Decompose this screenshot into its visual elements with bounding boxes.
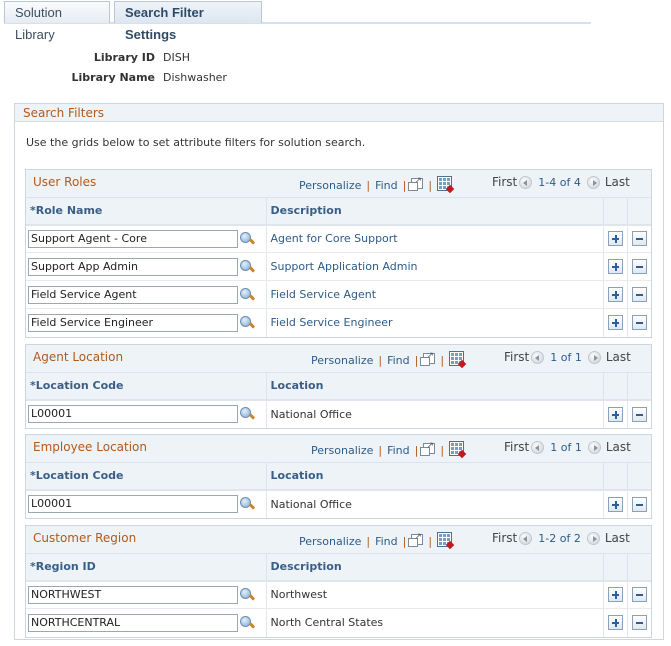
library-id-value: DISH: [163, 51, 190, 64]
tab-solution-library[interactable]: Solution Library: [4, 1, 110, 23]
role-name-input[interactable]: Field Service Agent: [28, 286, 238, 304]
grid-header: [26, 526, 651, 553]
location-code-input[interactable]: L00001: [28, 405, 238, 423]
lookup-icon[interactable]: [239, 615, 255, 631]
personalize-link[interactable]: Personalize: [299, 534, 362, 548]
personalize-link[interactable]: Personalize: [311, 443, 374, 457]
table-row: [26, 490, 651, 518]
column-header-add: [603, 373, 627, 400]
previous-arrow-icon[interactable]: [519, 176, 532, 189]
region-id-input[interactable]: NORTHCENTRAL: [28, 614, 238, 632]
add-row-icon[interactable]: [608, 287, 623, 302]
delete-row-icon[interactable]: [632, 587, 647, 602]
tab-bar: [4, 1, 591, 42]
delete-row-icon[interactable]: [632, 407, 647, 422]
column-header-add: [603, 554, 627, 581]
grid-header: [26, 435, 651, 462]
next-arrow-icon[interactable]: [587, 176, 600, 189]
column-header-region-id: *Region ID: [26, 554, 266, 581]
download-to-excel-icon[interactable]: [449, 441, 464, 456]
grid-employee-location: [25, 434, 652, 519]
delete-row-icon[interactable]: [632, 615, 647, 630]
table-row: [26, 609, 651, 637]
first-label: First: [492, 531, 518, 545]
grid-title: Customer Region: [33, 531, 137, 545]
view-all-icon[interactable]: [423, 353, 435, 364]
location-description: National Office: [266, 490, 603, 518]
table-row: [26, 581, 651, 609]
column-header-delete: [627, 198, 651, 225]
lookup-icon[interactable]: [239, 587, 255, 603]
add-row-icon[interactable]: [608, 497, 623, 512]
lookup-icon[interactable]: [239, 496, 255, 512]
lookup-icon[interactable]: [239, 406, 255, 422]
grid-header: [26, 345, 651, 372]
separator: |: [428, 534, 433, 548]
column-header-delete: [627, 554, 651, 581]
column-header-location: Location: [266, 373, 603, 400]
grid-table: [26, 197, 651, 337]
grid-pager: [492, 531, 630, 545]
grid-title: Agent Location: [33, 350, 124, 364]
search-filters-group: [14, 103, 664, 640]
find-link[interactable]: Find: [375, 178, 398, 192]
row-count: 1 of 1: [550, 350, 582, 364]
find-link[interactable]: Find: [387, 443, 410, 457]
grid-title: Employee Location: [33, 440, 147, 454]
next-arrow-icon[interactable]: [588, 441, 601, 454]
view-all-icon[interactable]: [423, 443, 435, 454]
column-header-delete: [627, 373, 651, 400]
add-row-icon[interactable]: [608, 407, 623, 422]
library-id-label: Library ID: [93, 51, 155, 64]
previous-arrow-icon[interactable]: [531, 441, 544, 454]
column-header-description: Description: [266, 198, 603, 225]
lookup-icon[interactable]: [239, 315, 255, 331]
delete-row-icon[interactable]: [632, 287, 647, 302]
table-row: [26, 281, 651, 309]
grid-table: [26, 462, 651, 518]
delete-row-icon[interactable]: [632, 259, 647, 274]
next-arrow-icon[interactable]: [588, 351, 601, 364]
library-name-label: Library Name: [71, 71, 155, 84]
table-row: [26, 253, 651, 281]
grid-pager: [504, 440, 631, 454]
find-link[interactable]: Find: [387, 353, 410, 367]
add-row-icon[interactable]: [608, 231, 623, 246]
last-label: Last: [605, 350, 631, 364]
tab-search-filter-settings[interactable]: Search Filter Settings: [114, 1, 262, 23]
table-row: [26, 225, 651, 253]
column-header-location: Location: [266, 463, 603, 490]
instructions-text: Use the grids below to set attribute filters for solution search.: [26, 136, 366, 149]
region-id-input[interactable]: NORTHWEST: [28, 586, 238, 604]
separator: |: [366, 178, 371, 192]
view-all-icon[interactable]: [411, 534, 423, 545]
add-row-icon[interactable]: [608, 315, 623, 330]
last-label: Last: [605, 440, 631, 454]
grid-header: [26, 170, 651, 197]
role-name-input[interactable]: Field Service Engineer: [28, 314, 238, 332]
last-label: Last: [604, 531, 630, 545]
row-count: 1-2 of 2: [538, 531, 581, 545]
previous-arrow-icon[interactable]: [519, 532, 532, 545]
find-link[interactable]: Find: [375, 534, 398, 548]
column-header-delete: [627, 463, 651, 490]
separator: |: [414, 443, 419, 457]
description-link[interactable]: Support Application Admin: [266, 253, 603, 281]
grid-agent-location: [25, 344, 652, 429]
add-row-icon[interactable]: [608, 587, 623, 602]
grid-pager: [504, 350, 631, 364]
separator: |: [402, 178, 407, 192]
column-header-description: Description: [266, 554, 603, 581]
download-to-excel-icon[interactable]: [449, 351, 464, 366]
separator: |: [414, 353, 419, 367]
delete-row-icon[interactable]: [632, 315, 647, 330]
first-label: First: [504, 440, 530, 454]
grid-toolbar: [311, 442, 464, 458]
description-link[interactable]: Agent for Core Support: [266, 225, 603, 253]
lookup-icon[interactable]: [239, 287, 255, 303]
description-link[interactable]: Field Service Engineer: [266, 309, 603, 337]
lookup-icon[interactable]: [239, 231, 255, 247]
row-count: 1 of 1: [550, 440, 582, 454]
separator: |: [440, 353, 445, 367]
lookup-icon[interactable]: [239, 259, 255, 275]
column-header-role-name: *Role Name: [26, 198, 266, 225]
grid-user-roles: [25, 169, 652, 338]
column-header-add: [603, 463, 627, 490]
add-row-icon[interactable]: [608, 259, 623, 274]
last-label: Last: [604, 175, 630, 189]
grid-title: User Roles: [33, 175, 97, 189]
grid-toolbar: [299, 177, 452, 193]
grid-toolbar: [311, 352, 464, 368]
separator: |: [378, 443, 383, 457]
location-code-input[interactable]: L00001: [28, 495, 238, 513]
grid-table: [26, 553, 651, 637]
first-label: First: [504, 350, 530, 364]
separator: |: [366, 534, 371, 548]
grid-pager: [492, 175, 630, 189]
column-header-location-code: *Location Code: [26, 373, 266, 400]
role-name-input[interactable]: Support Agent - Core: [28, 230, 238, 248]
personalize-link[interactable]: Personalize: [299, 178, 362, 192]
delete-row-icon[interactable]: [632, 231, 647, 246]
download-to-excel-icon[interactable]: [437, 176, 452, 191]
personalize-link[interactable]: Personalize: [311, 353, 374, 367]
grid-toolbar: [299, 533, 452, 549]
region-description: Northwest: [266, 581, 603, 609]
location-description: National Office: [266, 400, 603, 428]
previous-arrow-icon[interactable]: [531, 351, 544, 364]
grid-customer-region: [25, 525, 652, 638]
table-row: [26, 400, 651, 428]
add-row-icon[interactable]: [608, 615, 623, 630]
column-header-add: [603, 198, 627, 225]
separator: |: [440, 443, 445, 457]
row-count: 1-4 of 4: [538, 175, 581, 189]
separator: |: [378, 353, 383, 367]
table-row: [26, 309, 651, 337]
role-name-input[interactable]: Support App Admin: [28, 258, 238, 276]
download-to-excel-icon[interactable]: [437, 532, 452, 547]
first-label: First: [492, 175, 518, 189]
separator: |: [428, 178, 433, 192]
search-filters-title: Search Filters: [15, 104, 663, 122]
delete-row-icon[interactable]: [632, 497, 647, 512]
region-description: North Central States: [266, 609, 603, 637]
view-all-icon[interactable]: [411, 178, 423, 189]
separator: |: [402, 534, 407, 548]
library-name-value: Dishwasher: [163, 71, 227, 84]
next-arrow-icon[interactable]: [587, 532, 600, 545]
grid-table: [26, 372, 651, 428]
column-header-location-code: *Location Code: [26, 463, 266, 490]
description-link[interactable]: Field Service Agent: [266, 281, 603, 309]
